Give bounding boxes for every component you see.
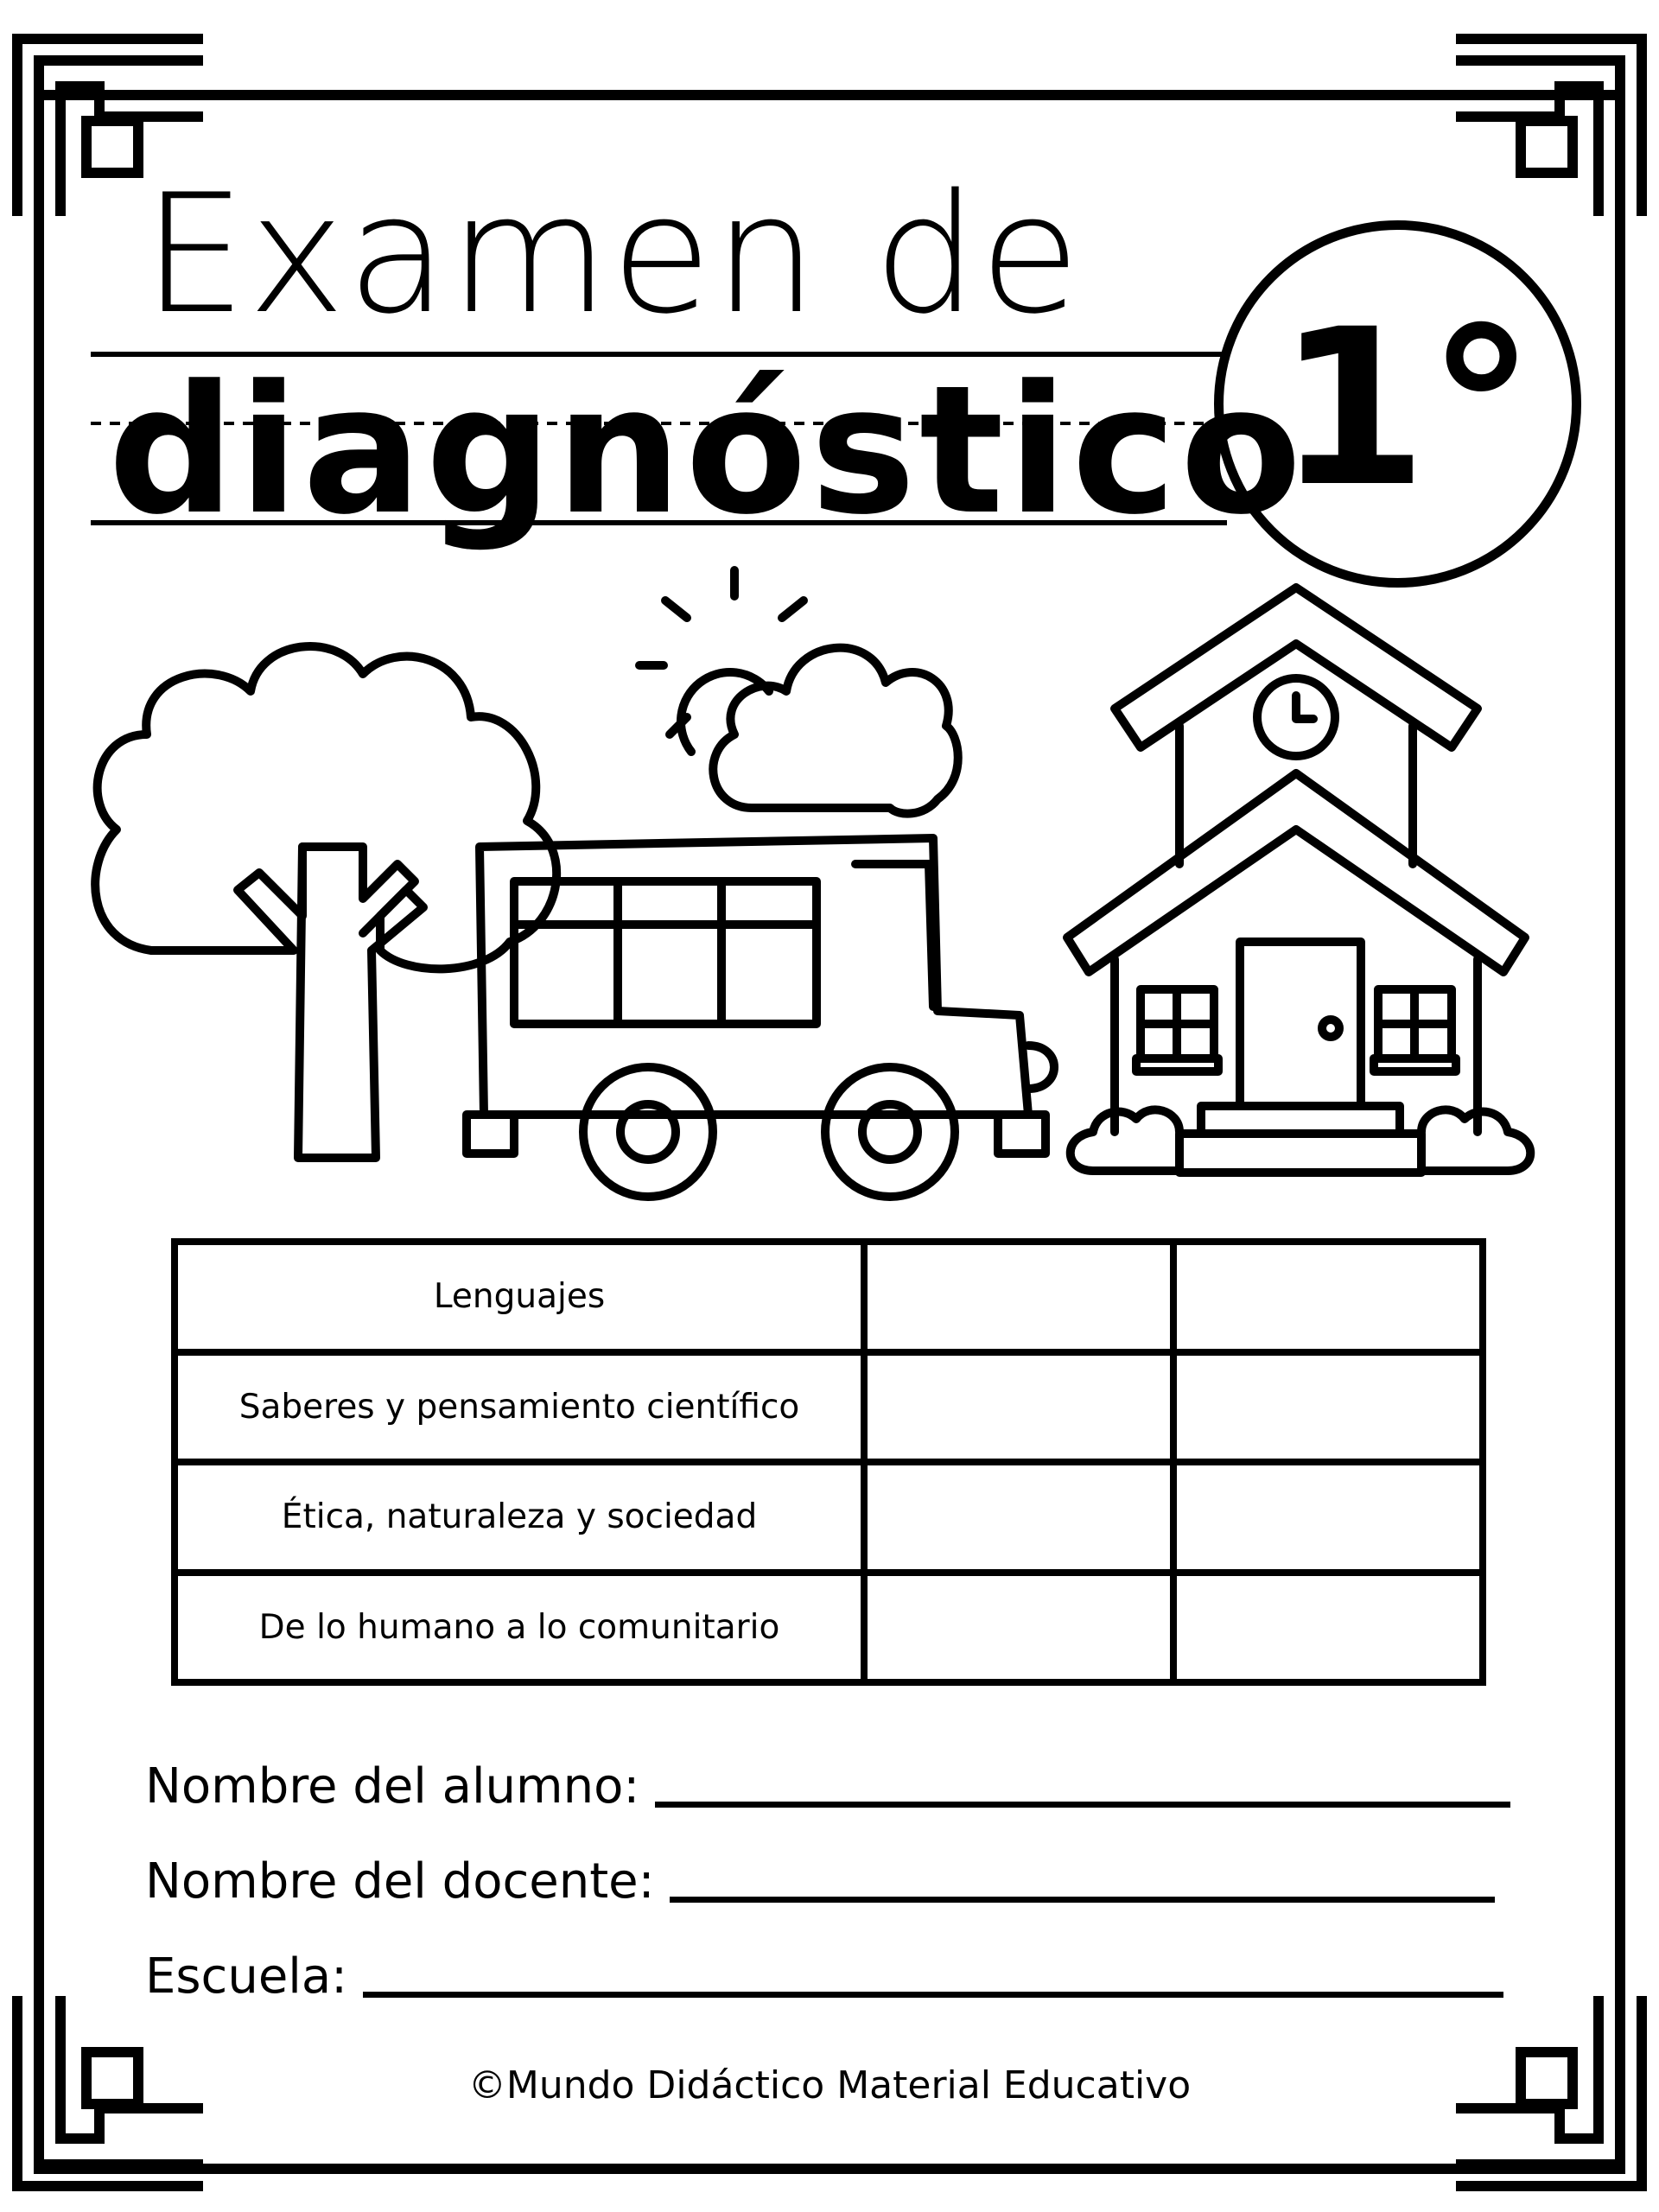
table-row [175,1242,1483,1352]
table-row [175,1352,1483,1463]
subject-name: De lo humano a lo comunitario [175,1573,864,1683]
subject-name: Saberes y pensamiento científico [175,1352,864,1463]
sun-icon [639,570,804,752]
title-line-1: Examen de [143,159,1083,350]
score-cell [1173,1462,1483,1573]
illustration [0,553,1659,1227]
subject-name: Lenguajes [175,1242,864,1352]
teacher-name-label: Nombre del docente: [145,1853,655,1910]
school-field [145,1948,1503,2005]
grade-badge [1214,220,1581,588]
score-cell [864,1352,1173,1463]
grade-label: 1° [1277,282,1535,534]
student-name-line[interactable] [655,1802,1510,1808]
teacher-name-line[interactable] [670,1897,1495,1903]
score-cell [864,1573,1173,1683]
school-house-icon [1067,588,1530,1173]
table-row [175,1462,1483,1573]
school-label: Escuela: [145,1948,348,2005]
score-cell [1173,1352,1483,1463]
teacher-name-field [145,1853,1495,1910]
subjects-table [171,1238,1486,1686]
score-cell [1173,1573,1483,1683]
student-name-field [145,1758,1510,1815]
student-name-label: Nombre del alumno: [145,1758,640,1815]
school-line[interactable] [363,1992,1503,1998]
score-cell [864,1462,1173,1573]
copyright-footer: ©Mundo Didáctico Material Educativo [467,2063,1192,2107]
subject-name: Ética, naturaleza y sociedad [175,1462,864,1573]
score-cell [1173,1242,1483,1352]
table-row [175,1573,1483,1683]
title-line-2: diagnóstico [108,348,1306,554]
score-cell [864,1242,1173,1352]
